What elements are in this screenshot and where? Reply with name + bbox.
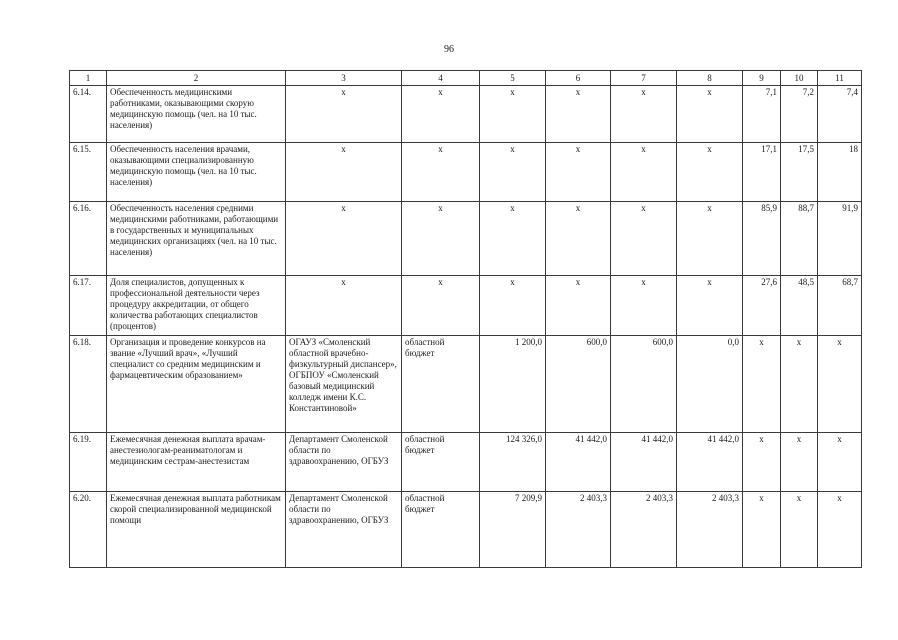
indicator-year3: 68,7	[818, 276, 862, 336]
column-header: 3	[286, 71, 402, 86]
year2-amount: 41 442,0	[611, 433, 677, 492]
executor: ОГАУЗ «Смоленский областной врачебно-физкультурный диспансер», ОГБПОУ «Смоленский базовый медицинский колледж имени К.С. Константиновой»	[286, 336, 402, 433]
total-amount: х	[480, 202, 546, 276]
table-row	[70, 202, 862, 276]
table-row	[70, 276, 862, 336]
table-row	[70, 86, 862, 143]
year1-amount: х	[546, 86, 611, 143]
year3-amount: 2 403,3	[677, 492, 743, 568]
year1-amount: 600,0	[546, 336, 611, 433]
total-amount: 124 326,0	[480, 433, 546, 492]
year1-amount: х	[546, 202, 611, 276]
year2-amount: 2 403,3	[611, 492, 677, 568]
row-number: 6.16.	[70, 202, 107, 276]
executor: х	[286, 276, 402, 336]
executor: Департамент Смоленской области по здравоохранению, ОГБУЗ	[286, 433, 402, 492]
year2-amount: х	[611, 86, 677, 143]
year1-amount: х	[546, 143, 611, 202]
indicator-year2: 7,2	[781, 86, 818, 143]
year1-amount: 2 403,3	[546, 492, 611, 568]
executor: х	[286, 86, 402, 143]
table-row	[70, 143, 862, 202]
year2-amount: х	[611, 276, 677, 336]
column-header: 1	[70, 71, 107, 86]
indicator-year1: 85,9	[743, 202, 781, 276]
funding-source: областной бюджет	[402, 492, 480, 568]
row-number: 6.19.	[70, 433, 107, 492]
indicator-year2: 17,5	[781, 143, 818, 202]
row-number: 6.17.	[70, 276, 107, 336]
indicator-year3: х	[818, 336, 862, 433]
total-amount: х	[480, 143, 546, 202]
year1-amount: 41 442,0	[546, 433, 611, 492]
column-header: 11	[818, 71, 862, 86]
year3-amount: х	[677, 276, 743, 336]
indicator-year3: х	[818, 433, 862, 492]
column-header: 7	[611, 71, 677, 86]
funding-source: х	[402, 86, 480, 143]
activity-name: Обеспеченность медицинскими работниками, оказывающими скорую медицинскую помощь (чел. на 10 тыс. населения)	[107, 86, 286, 143]
indicator-year2: х	[781, 492, 818, 568]
activity-name: Ежемесячная денежная выплата врачам-анестезиологам-реаниматологам и медицинским сестрам-анестезистам	[107, 433, 286, 492]
column-header: 10	[781, 71, 818, 86]
activity-name: Обеспеченность населения средними медицинскими работниками, работающими в государственных и муниципальных медицинских организациях (чел. на 10 тыс. населения)	[107, 202, 286, 276]
indicator-year3: 18	[818, 143, 862, 202]
program-activities-table	[69, 70, 862, 568]
executor: Департамент Смоленской области по здравоохранению, ОГБУЗ	[286, 492, 402, 568]
indicator-year1: 27,6	[743, 276, 781, 336]
total-amount: х	[480, 276, 546, 336]
column-header: 8	[677, 71, 743, 86]
column-header: 5	[480, 71, 546, 86]
table-row	[70, 336, 862, 433]
funding-source: областной бюджет	[402, 433, 480, 492]
column-header: 6	[546, 71, 611, 86]
row-number: 6.18.	[70, 336, 107, 433]
activity-name: Организация и проведение конкурсов на звание «Лучший врач», «Лучший специалист со средним медицинским и фармацевтическим образованием»	[107, 336, 286, 433]
column-number-row	[70, 71, 862, 86]
indicator-year1: х	[743, 433, 781, 492]
indicator-year1: х	[743, 336, 781, 433]
column-header: 9	[743, 71, 781, 86]
indicator-year3: х	[818, 492, 862, 568]
indicator-year2: 88,7	[781, 202, 818, 276]
funding-source: х	[402, 202, 480, 276]
year3-amount: 41 442,0	[677, 433, 743, 492]
executor: х	[286, 202, 402, 276]
row-number: 6.20.	[70, 492, 107, 568]
year2-amount: 600,0	[611, 336, 677, 433]
year1-amount: х	[546, 276, 611, 336]
year3-amount: х	[677, 143, 743, 202]
year3-amount: х	[677, 86, 743, 143]
indicator-year2: х	[781, 433, 818, 492]
funding-source: х	[402, 276, 480, 336]
activity-name: Ежемесячная денежная выплата работникам скорой специализированной медицинской помощи	[107, 492, 286, 568]
executor: х	[286, 143, 402, 202]
activity-name: Доля специалистов, допущенных к профессиональной деятельности через процедуру аккредитации, от общего количества работающих специалистов (процентов)	[107, 276, 286, 336]
indicator-year1: 7,1	[743, 86, 781, 143]
total-amount: 1 200,0	[480, 336, 546, 433]
total-amount: 7 209,9	[480, 492, 546, 568]
funding-source: х	[402, 143, 480, 202]
row-number: 6.14.	[70, 86, 107, 143]
indicator-year1: х	[743, 492, 781, 568]
column-header: 4	[402, 71, 480, 86]
indicator-year2: 48,5	[781, 276, 818, 336]
indicator-year3: 91,9	[818, 202, 862, 276]
indicator-year3: 7,4	[818, 86, 862, 143]
year2-amount: х	[611, 202, 677, 276]
indicator-year1: 17,1	[743, 143, 781, 202]
row-number: 6.15.	[70, 143, 107, 202]
table-row	[70, 433, 862, 492]
activity-name: Обеспеченность населения врачами, оказывающими специализированную медицинскую помощь (чел. на 10 тыс. населения)	[107, 143, 286, 202]
table-row	[70, 492, 862, 568]
year3-amount: х	[677, 202, 743, 276]
funding-source: областной бюджет	[402, 336, 480, 433]
page-number: 96	[444, 44, 454, 55]
year3-amount: 0,0	[677, 336, 743, 433]
year2-amount: х	[611, 143, 677, 202]
indicator-year2: х	[781, 336, 818, 433]
total-amount: х	[480, 86, 546, 143]
column-header: 2	[107, 71, 286, 86]
